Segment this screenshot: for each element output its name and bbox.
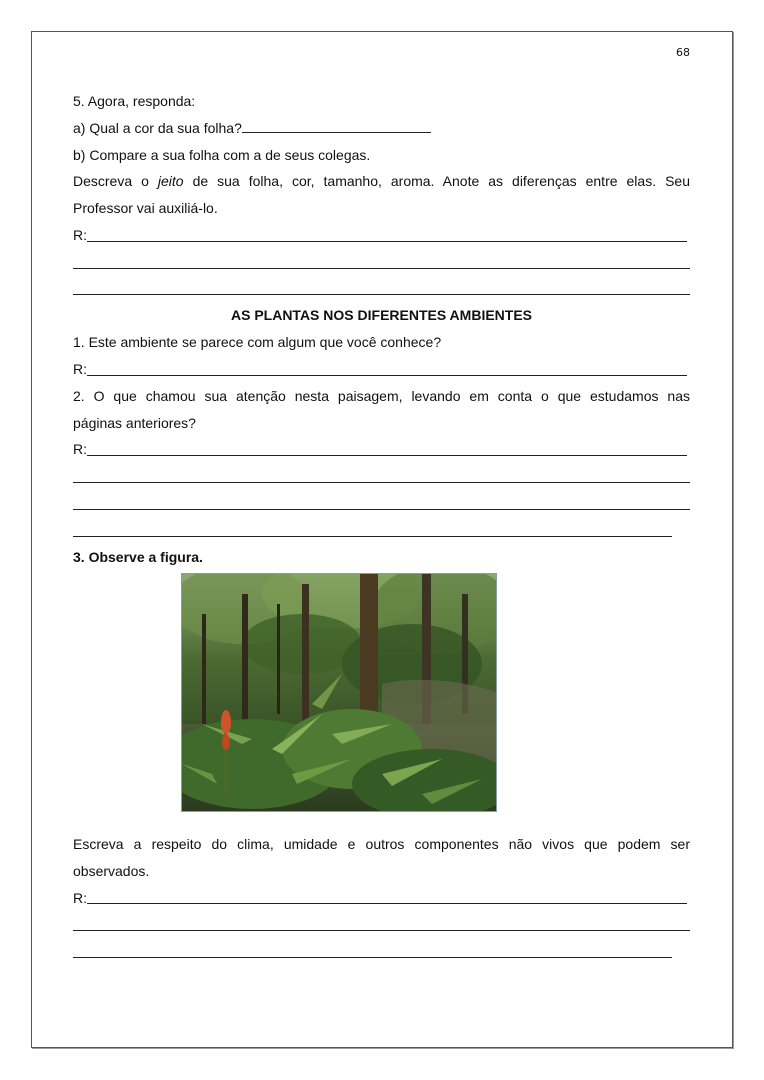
forest-image [181,573,497,812]
answer-label: R: [73,436,87,463]
describe-pre: Descreva o [73,173,158,190]
q3-answer-line-2[interactable] [73,911,690,938]
q3-answer-line[interactable] [73,885,690,912]
q2-answer-line-3[interactable] [73,490,690,517]
question-a-blank[interactable] [242,120,431,133]
section5-answer-line-2[interactable] [73,249,690,276]
describe-instruction-line2: Professor vai auxiliá-lo. [73,200,218,217]
section5-answer-line[interactable] [73,222,690,249]
q2-answer-line-4[interactable] [73,517,690,544]
q3-title: 3. Observe a figura. [73,548,203,565]
question-b: b) Compare a sua folha com a de seus colegas. [73,146,371,163]
q3-prompt-line1: Escreva a respeito do clima, umidade e outros componentes não vivos que podem ser [73,836,690,852]
question-a [73,115,690,142]
worksheet-top [73,88,690,570]
answer-label: R: [73,356,87,383]
section5-answer-line-3[interactable] [73,276,690,303]
answer-label: R: [73,222,87,249]
q2-text-line2: páginas anteriores? [73,414,196,431]
q1-answer-line[interactable] [73,356,690,383]
forest-photo [181,573,497,812]
q2-answer-line[interactable] [73,436,690,463]
section5-prompt: 5. Agora, responda: [73,93,196,109]
q1-text: 1. Este ambiente se parece com algum que você conhece? [73,334,442,351]
section-heading: AS PLANTAS NOS DIFERENTES AMBIENTES [230,307,533,324]
describe-post: de sua folha, cor, tamanho, aroma. Anote as diferenças entre elas. Seu [183,173,690,190]
q2-text-line1: 2. O que chamou sua atenção nesta paisagem, levando em conta o que estudamos nas [73,387,690,404]
describe-emphasis: jeito [157,173,184,190]
answer-label: R: [73,885,87,912]
worksheet-bottom [73,831,690,965]
q3-answer-line-3[interactable] [73,938,690,965]
describe-instruction [73,168,690,195]
question-a-text: a) Qual a cor da sua folha? [73,119,242,136]
q3-prompt-line2: observados. [73,862,150,879]
q2-answer-line-2[interactable] [73,463,690,490]
page-number: 68 [676,46,690,59]
